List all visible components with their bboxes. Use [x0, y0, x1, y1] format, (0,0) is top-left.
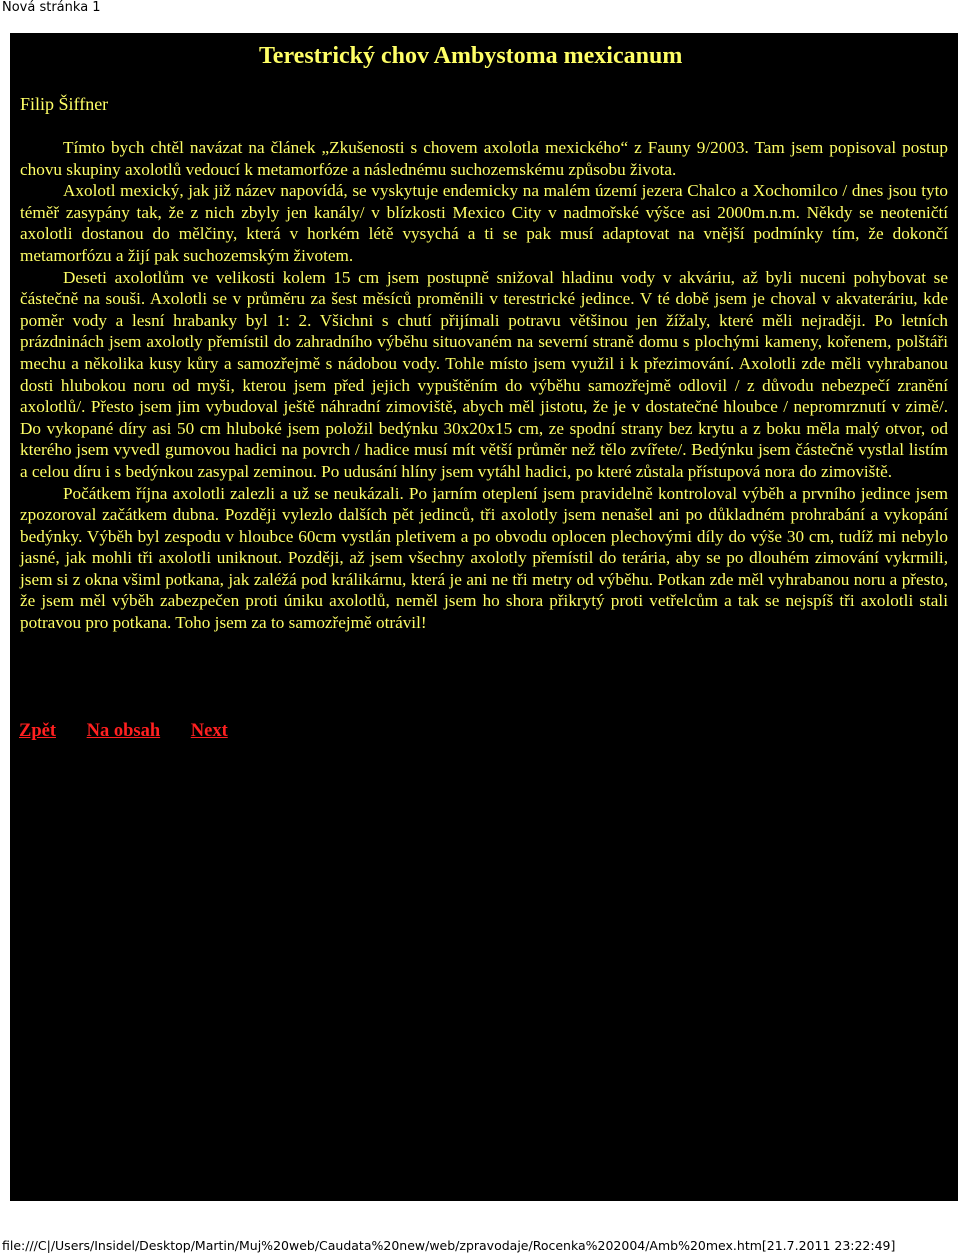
article-paragraph: Tímto bych chtěl navázat na článek „Zkušenosti s chovem axolotla mexického“ z Fauny 9/2003. Tam jsem popisoval postup chovu skupiny axolotlů vedoucí k metamorfóze a následnému suchozemskému způsobu života.: [20, 138, 948, 179]
article-panel: [10, 33, 958, 1201]
article-title: Terestrický chov Ambystoma mexicanum: [259, 43, 683, 69]
print-page-title: Nová stránka 1: [2, 0, 101, 15]
article-paragraph: Axolotl mexický, jak již název napovídá, se vyskytuje endemicky na malém území jezera Chalco a Xochomilco / dnes jsou tyto téměř zasypány tak, že z nich zbyly jen kanály/ v blízkosti Mexico City v nadmořské výšce asi 2000m.n.m. Někdy se neoteničtí axolotli dostanou do mělčiny, která v horkém létě vysychá a ti se pak musí adaptovat na vnější podmínky tím, že dokončí metamorfózu a žijí pak suchozemským životem.: [20, 181, 948, 265]
page-navigation: [19, 721, 254, 742]
contents-link[interactable]: Na obsah: [86, 721, 161, 741]
article-body: [20, 137, 948, 634]
back-link[interactable]: Zpět: [19, 721, 56, 741]
print-footer-url: file:///C|/Users/Insidel/Desktop/Martin/Muj%20web/Caudata%20new/web/zpravodaje/Rocenka%202004/Amb%20mex.htm[21.7.2011 23:22:49]: [2, 1238, 896, 1253]
article-paragraph: Deseti axolotlům ve velikosti kolem 15 cm jsem postupně snižoval hladinu vody v akváriu, až byli nuceni pohybovat se částečně na souši. Axolotli se v průměru za šest měsíců proměnili v terestrické jedince. V té době jsem je choval v akvateráriu, kde poměr vody a lesní hrabanky byl 1: 2. Všichni s chutí přijímali potravu většinou jen žížaly, které měli nejraději. Po letních prázdninách jsem axolotly přemístil do zahradního výběhu situovaném na severní straně domu s plochými kameny, kořenem, polštáři mechu a několika kusy kůry a samozřejmě s nádobou vody. Tohle místo jsem využil i k přezimování. Axolotli zde měli vyhrabanou dosti hlubokou noru od myši, kterou jsem před jejich vypuštěním do výběhu samozřejmě odlovil / z důvodu nebezpečí zranění axolotlů/. Přesto jsem jim vybudoval ještě náhradní zimoviště, abych měl jistotu, že je v dostatečné hloubce / nepromrznutí v zimě/. Do vykopané díry asi 50 cm hluboké jsem položil bedýnku 30x20x15 cm, ze spodní strany bez krytu a z boku měla malý otvor, od kterého jsem vyvedl gumovou hadici na povrch / hadice musí mít větší průměr než tělo zvířete/. Bedýnku jsem částečně vystlal listím a celou díru i s bedýnkou zasypal zeminou. Po udusání hlíny jsem vytáhl hadici, po které zůstala přístupová nora do zimoviště.: [20, 267, 948, 481]
next-link[interactable]: Next: [190, 721, 228, 741]
article-author: Filip Šiffner: [20, 94, 109, 114]
article-paragraph: Počátkem října axolotli zalezli a už se neukázali. Po jarním oteplení jsem pravidelně kontroloval výběh a prvního jedince jsem zpozoroval začátkem dubna. Později vylezlo dalších pět jedinců, tři axolotly jsem nenašel ani po důkladném prohrabání a vykopání bedýnky. Výběh byl zespodu v hloubce 60cm vystlán pletivem a po obvodu oplocen plechovými díly do výše 30 cm, tudíž mi nebylo jasné, jak mohli tři axolotli uniknout. Později, až jsem všechny axolotly přemístil do terária, aby se po dlouhém zimování vykrmili, jsem si z okna všiml potkana, jak zaléžá pod králikárnu, která je ani ne tři metry od výběhu. Potkan zde měl vyhrabanou noru a přesto, že jsem měl výběh zabezpečen proti úniku axolotlů, neměl jsem ho shora přikrytý proti vetřelcům a tak se nejspíš tři axolotli stali potravou pro potkana. Toho jsem za to samozřejmě otrávil!: [20, 483, 948, 633]
